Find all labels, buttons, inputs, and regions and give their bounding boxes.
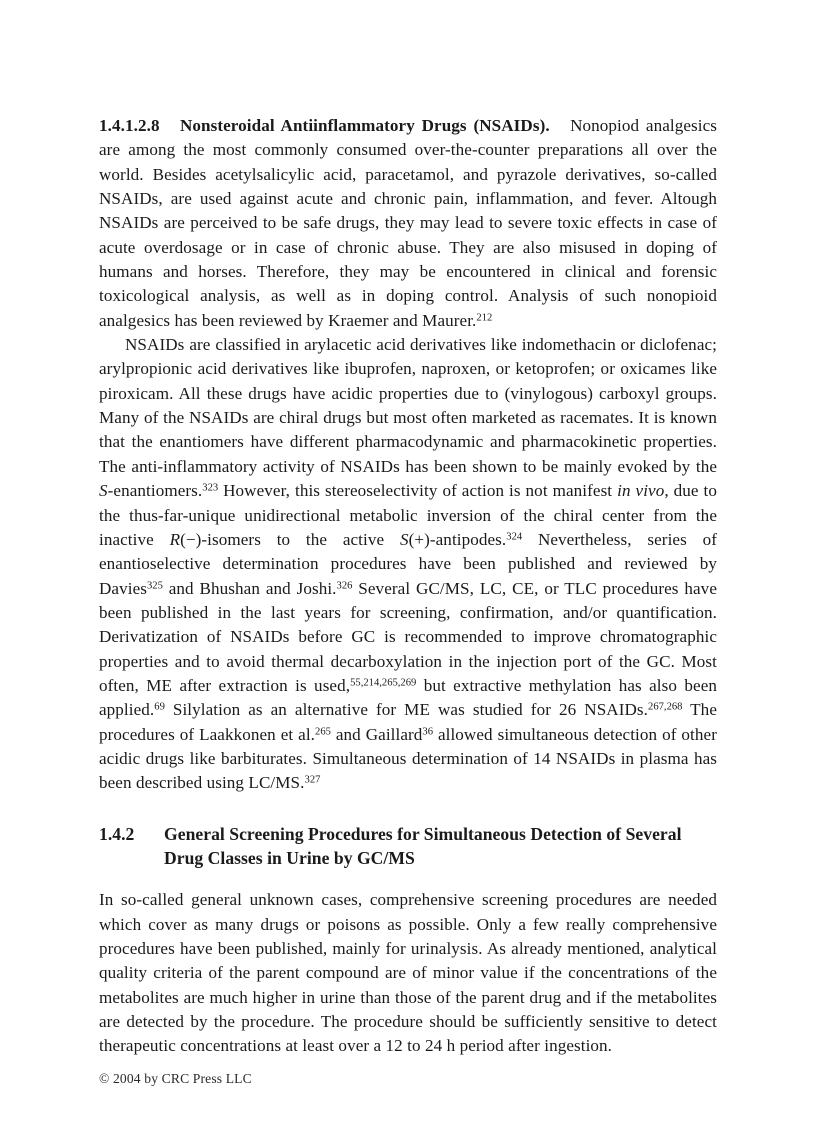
italic-s-enantiomers: S <box>99 481 108 501</box>
para2-part-14: allowed simultaneous detection of other acidic drugs like barbiturates. Simultaneous determination of 14 NSAIDs in plasma has been described using LC/MS. <box>99 724 717 793</box>
spacer-after-heading <box>99 871 717 888</box>
para2-part-12: The procedures of Laakkonen et al. <box>99 700 717 744</box>
para2-part-4: , due to the thus-far-unique unidirectional metabolic inversion of the chiral center from the inactive <box>99 481 718 549</box>
paragraph-1-text: Nonopiod analgesics are among the most commonly consumed over-the-counter preparations all over the world. Besides acetylsalicylic acid, paracetamol, and pyrazole derivatives, so-called NSAIDs, are used against acute and chronic pain, inflammation, and fever. Altough NSAIDs are perceived to be safe drugs, they may lead to severe toxic effects in case of acute overdosage or in case of chronic abuse. They are also misused in doping of humans and horses. Therefore, they may be encountered in clinical and forensic toxicological analysis, as well as in doping control. Analysis of such nonopioid analgesics has been reviewed by Kraemer and Maurer. <box>99 116 717 330</box>
footer-copyright: © 2004 by CRC Press LLC <box>99 1071 252 1086</box>
reference-324: 324 <box>506 531 523 543</box>
section-heading-1-4-2 <box>99 822 717 872</box>
section-heading-title: General Screening Procedures for Simultaneous Detection of Several Drug Classes in Urine by GC/MS <box>164 823 682 869</box>
reference-36: 36 <box>422 726 434 738</box>
paragraph-nsaids-intro <box>99 114 717 333</box>
reference-212: 212 <box>476 312 493 324</box>
page-content <box>99 114 717 1059</box>
para2-part-13: and Gaillard <box>330 724 423 744</box>
reference-267-268: 267,268 <box>648 701 683 713</box>
para2-part-1: NSAIDs are classified in arylacetic acid derivatives like indomethacin or diclofenac; arylpropionic acid derivatives like ibuprofen, naproxen, or ketoprofen; or oxicames like piroxicam. All these drugs have acidic properties due to (vinylogous) carboxyl groups. Many of the NSAIDs are chiral drugs but most often marketed as racemates. It is known that the enantiomers have different pharmacodynamic and pharmacokinetic properties. The anti-inflammatory activity of NSAIDs has been shown to be mainly evoked by the <box>99 335 717 476</box>
italic-in-vivo: in vivo <box>617 481 665 501</box>
section-heading-number: 1.4.2 <box>99 823 135 844</box>
para2-part-11: Silylation as an alternative for ME was studied for 26 NSAIDs. <box>164 700 649 720</box>
para2-part-7: Nevertheless, series of enantioselective determination procedures have been published and reviewed by Davies <box>99 529 717 598</box>
paragraph-general-screening: In so-called general unknown cases, comprehensive screening procedures are needed which cover as many drugs or poisons as possible. Only a few really comprehensive procedures have been published, mainly for urinalysis. As already mentioned, analytical quality criteria of the parent compound are of minor value if the concentrations of the metabolites are much higher in urine than those of the parent drug and if the metabolites are detected by the procedure. The procedure should be sufficiently sensitive to detect therapeutic concentrations at least over a 12 to 24 h period after ingestion. <box>99 890 717 1056</box>
italic-s-antipode: S <box>399 529 409 549</box>
spacer-before-heading <box>99 796 717 822</box>
reference-326: 326 <box>336 580 353 592</box>
para2-part-6: (+)-antipodes. <box>408 529 507 549</box>
italic-r-isomer: R <box>169 529 181 549</box>
head-spacer-2 <box>550 116 570 135</box>
section-number-1-4-1-2-8: 1.4.1.2.8 <box>99 116 160 135</box>
para2-part-10: but extractive methylation has also been applied. <box>99 675 717 720</box>
para2-part-8: and Bhushan and Joshi. <box>162 578 337 598</box>
para2-part-3: However, this stereoselectivity of action is not manifest <box>218 481 618 501</box>
reference-323: 323 <box>202 482 219 494</box>
paragraph-nsaids-classification <box>99 333 717 796</box>
para2-part-9: Several GC/MS, LC, CE, or TLC procedures have been published in the last years for screening, confirmation, and/or quantification. Derivatization of NSAIDs before GC is recommended to improve chromatographic properties and to avoid thermal decarboxylation in the injection port of the GC. Most often, ME after extraction is used, <box>99 578 717 695</box>
section-run-in-title: Nonsteroidal Antiinflammatory Drugs (NSAIDs). <box>179 116 550 135</box>
reference-69: 69 <box>154 701 165 713</box>
head-spacer <box>160 116 180 135</box>
para2-part-5: (−)-isomers to the active <box>180 529 400 549</box>
reference-55-214-265-269: 55,214,265,269 <box>350 677 417 689</box>
reference-325: 325 <box>146 580 163 592</box>
para2-part-2: -enantiomers. <box>107 481 203 501</box>
reference-265: 265 <box>315 726 331 738</box>
reference-327: 327 <box>304 774 321 786</box>
